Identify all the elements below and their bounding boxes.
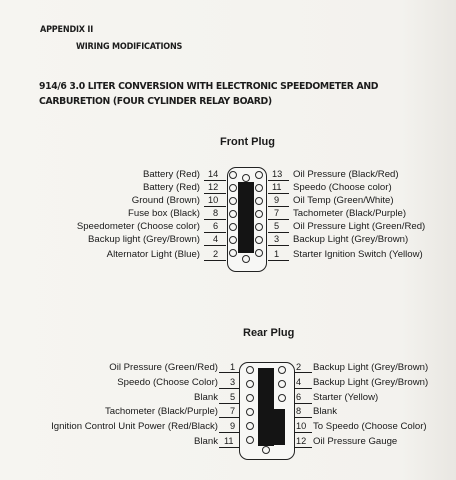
front-left-leader (204, 193, 226, 194)
rear-pin-9 (246, 422, 254, 430)
front-pin-12 (229, 184, 237, 192)
rear-right-label: Starter (Yellow) (313, 392, 379, 403)
rear-right-pin-number: 10 (296, 421, 307, 431)
front-right-label: Oil Pressure Light (Green/Red) (293, 221, 426, 232)
rear-pin-7 (246, 408, 254, 416)
front-plug-bottom-pin (242, 255, 250, 263)
rear-left-label: Blank (194, 392, 218, 403)
rear-left-label: Speedo (Choose Color) (117, 377, 218, 388)
rear-left-pin-number: 9 (230, 421, 236, 431)
front-left-label: Alternator Light (Blue) (106, 249, 200, 260)
front-left-label: Backup light (Grey/Brown) (88, 234, 200, 245)
rear-left-pin-number: 3 (230, 377, 236, 387)
rear-right-leader (294, 432, 312, 433)
front-left-label: Ground (Brown) (131, 195, 200, 206)
front-right-label: Starter Ignition Switch (Yellow) (293, 249, 423, 260)
front-pin-10 (229, 197, 237, 205)
rear-right-label: To Speedo (Choose Color) (313, 421, 427, 432)
rear-right-pin-number: 12 (296, 436, 307, 446)
rear-right-pin-number: 6 (296, 392, 302, 402)
front-right-label: Tachometer (Black/Purple) (293, 208, 407, 219)
front-right-leader (268, 193, 289, 194)
front-right-pin-number: 7 (274, 208, 280, 218)
rear-pin-1 (246, 366, 254, 374)
front-pin-6 (229, 223, 237, 231)
rear-right-leader (294, 447, 312, 448)
appendix-label: APPENDIX II (40, 25, 94, 35)
rear-left-leader (219, 432, 239, 433)
front-plug-heading: Front Plug (220, 136, 275, 148)
rear-pin-5 (246, 394, 254, 402)
section-label: WIRING MODIFICATIONS (76, 42, 183, 52)
rear-pin-3 (246, 380, 254, 388)
front-pin-8 (229, 210, 237, 218)
front-pin-2 (229, 249, 237, 257)
front-left-leader (204, 180, 226, 181)
front-right-leader (268, 219, 289, 220)
front-pin-14 (229, 171, 237, 179)
front-right-label: Speedo (Choose color) (293, 182, 392, 193)
front-left-leader (204, 219, 226, 220)
rear-left-leader (219, 417, 239, 418)
rear-pin-11 (246, 436, 254, 444)
front-left-label: Fuse box (Black) (128, 208, 200, 219)
front-left-label: Battery (Red) (142, 182, 200, 193)
front-right-label: Oil Temp (Green/White) (293, 195, 394, 206)
front-pin-4 (229, 236, 237, 244)
front-pin-3 (255, 236, 263, 244)
front-right-pin-number: 3 (274, 234, 280, 244)
front-left-pin-number: 10 (208, 195, 219, 205)
front-plug-center-bar (238, 182, 254, 253)
front-pin-9 (255, 197, 263, 205)
front-pin-1 (255, 249, 263, 257)
front-left-pin-number: 14 (208, 169, 219, 179)
rear-plug-center-bar (258, 368, 274, 446)
rear-left-leader (219, 447, 239, 448)
rear-pin-4 (278, 380, 286, 388)
front-right-leader (268, 260, 289, 261)
rear-left-label: Blank (194, 436, 218, 447)
rear-left-leader (219, 372, 239, 373)
document-title: 914/6 3.0 LITER CONVERSION WITH ELECTRONIC SPEEDOMETER AND CARBURETION (FOUR CYLINDER RELAY BOARD) (39, 81, 379, 107)
front-right-pin-number: 1 (274, 249, 280, 259)
rear-left-pin-number: 5 (230, 392, 236, 402)
front-right-pin-number: 11 (272, 182, 282, 192)
rear-right-pin-number: 8 (296, 406, 302, 416)
rear-right-label: Blank (313, 406, 337, 417)
front-right-leader (268, 180, 289, 181)
rear-plug-heading: Rear Plug (243, 327, 295, 339)
rear-right-leader (294, 417, 312, 418)
front-right-leader (268, 232, 289, 233)
rear-left-label: Tachometer (Black/Purple) (104, 406, 218, 417)
front-right-label: Backup Light (Grey/Brown) (293, 234, 409, 245)
front-left-pin-number: 8 (213, 208, 219, 218)
front-left-label: Battery (Red) (142, 169, 200, 180)
rear-left-label: Oil Pressure (Green/Red) (109, 362, 218, 373)
front-left-pin-number: 12 (208, 182, 219, 192)
rear-left-pin-number: 11 (224, 436, 234, 446)
front-right-pin-number: 9 (274, 195, 280, 205)
front-left-leader (204, 206, 226, 207)
rear-left-pin-number: 7 (230, 406, 236, 416)
front-pin-13 (255, 171, 263, 179)
rear-right-leader (294, 403, 312, 404)
rear-left-leader (219, 403, 239, 404)
front-pin-7 (255, 210, 263, 218)
front-right-leader (268, 245, 289, 246)
front-pin-5 (255, 223, 263, 231)
front-left-pin-number: 2 (213, 249, 219, 259)
rear-plug-bottom-pin (262, 446, 270, 454)
rear-right-leader (294, 388, 312, 389)
front-left-leader (204, 232, 226, 233)
rear-plug-key-block (274, 409, 285, 445)
rear-right-pin-number: 2 (296, 362, 302, 372)
front-right-leader (268, 206, 289, 207)
rear-pin-6 (278, 394, 286, 402)
front-right-label: Oil Pressure (Black/Red) (293, 169, 399, 180)
front-plug-top-pin (242, 174, 250, 182)
rear-right-label: Backup Light (Grey/Brown) (313, 362, 429, 373)
front-left-label: Speedometer (Choose color) (76, 221, 200, 232)
rear-right-label: Oil Pressure Gauge (313, 436, 398, 447)
rear-right-label: Backup Light (Grey/Brown) (313, 377, 429, 388)
front-right-pin-number: 13 (272, 169, 283, 179)
front-left-leader (204, 245, 226, 246)
rear-left-label: Ignition Control Unit Power (Red/Black) (51, 421, 218, 432)
front-left-pin-number: 6 (213, 221, 219, 231)
front-left-pin-number: 4 (213, 234, 219, 244)
rear-pin-2 (278, 366, 286, 374)
front-left-leader (204, 260, 226, 261)
front-right-pin-number: 5 (274, 221, 280, 231)
rear-left-leader (219, 388, 239, 389)
front-pin-11 (255, 184, 263, 192)
rear-right-pin-number: 4 (296, 377, 302, 387)
rear-left-pin-number: 1 (230, 362, 236, 372)
